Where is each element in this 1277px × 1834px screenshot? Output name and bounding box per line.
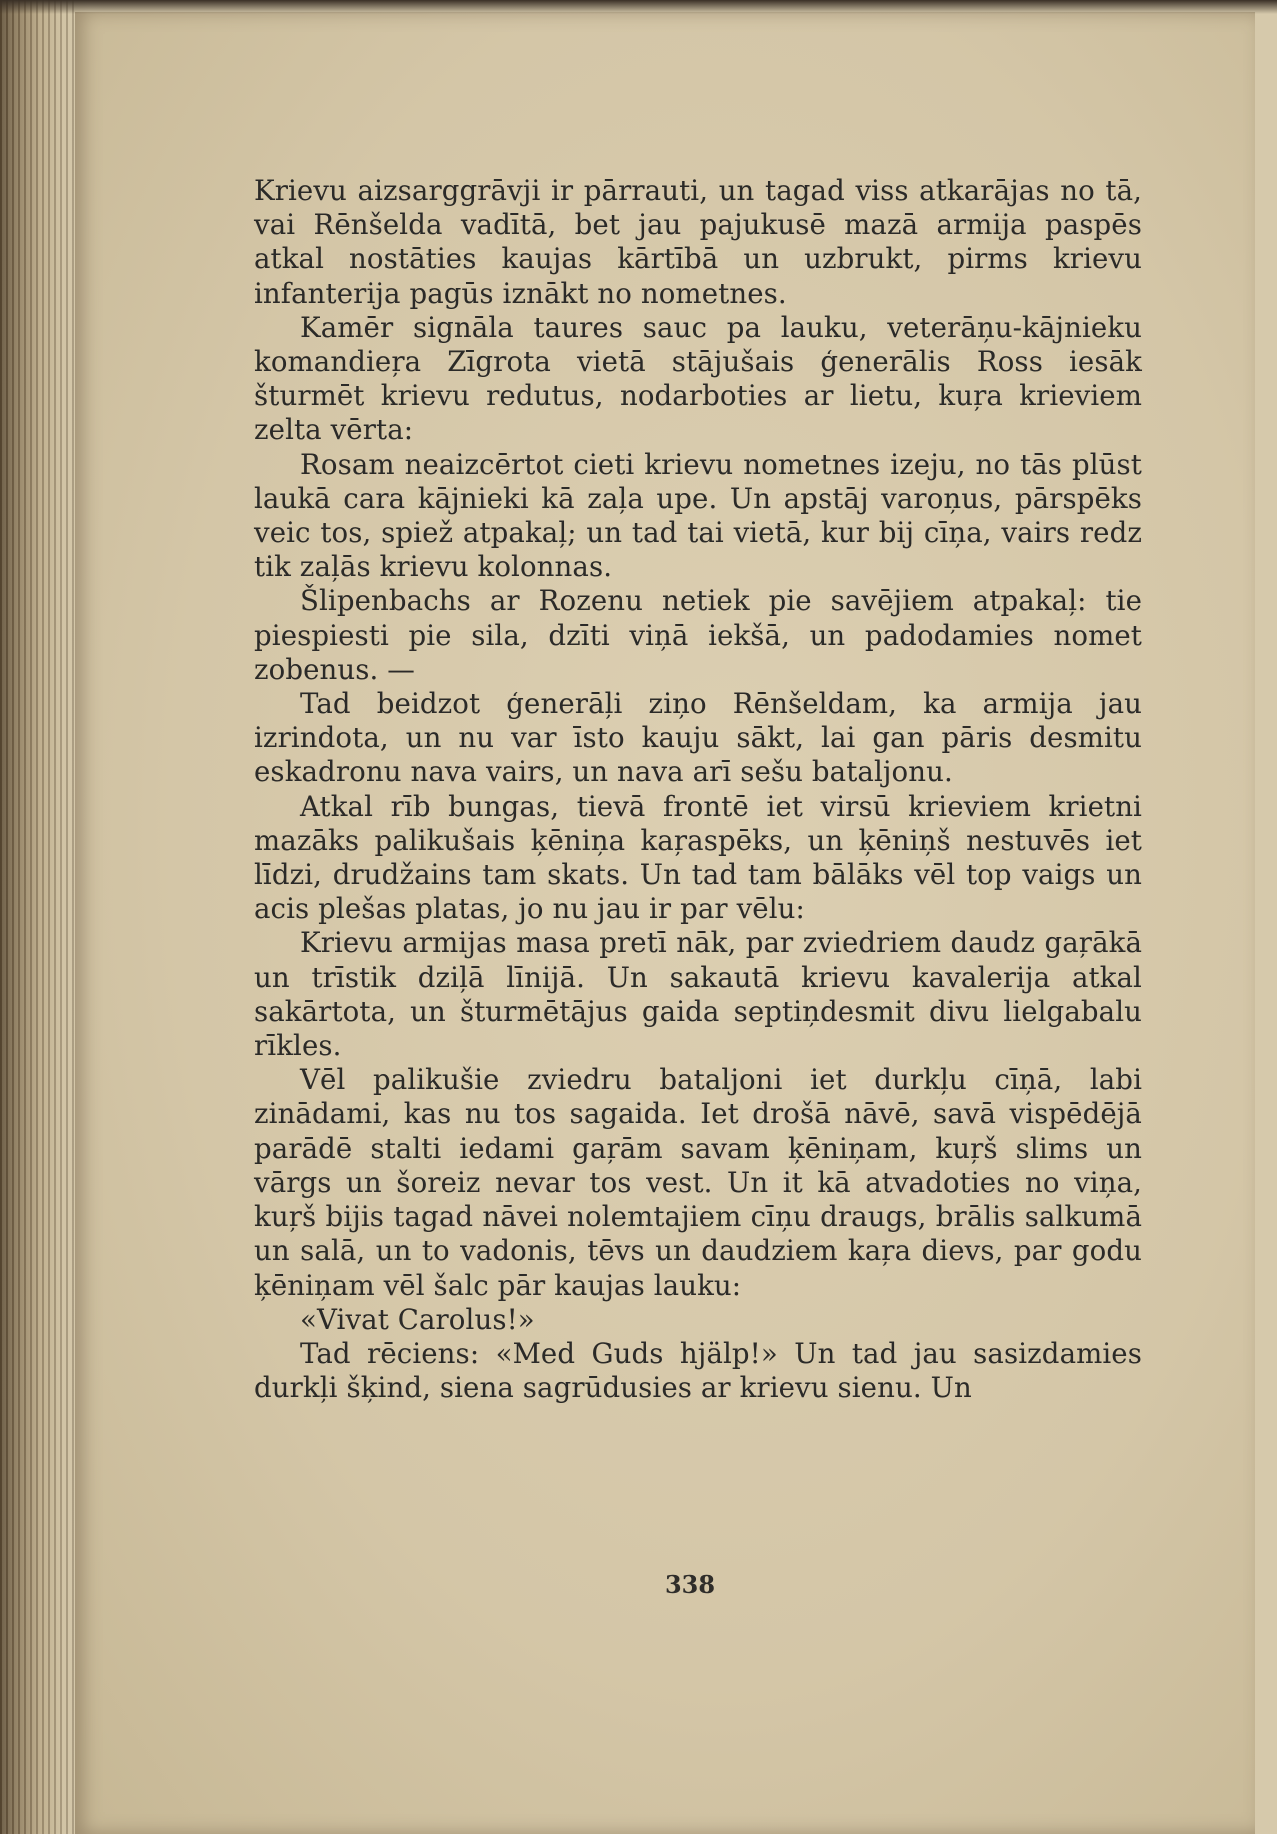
body-text [254,174,1142,1405]
paragraph-1: Krievu aizsarggrāvji ir pārrauti, un tagad viss atkarājas no tā, vai Rēnšelda vadītā, bet jau pajukusē mazā armija paspēs atkal nostāties kaujas kārtībā un uzbrukt, pirms krievu infanterija pagūs iznākt no nometnes. [254,174,1142,310]
paragraph-9: «Vivat Carolus!» [300,1302,535,1336]
paragraph-8: Vēl palikušie zviedru bataljoni iet durkļu cīņā, labi zinādami, kas nu tos sagaida. Iet drošā nāvē, savā vispēdējā parādē stalti iedami gaŗām savam ķēniņam, kuŗš slims un vārgs un šoreiz nevar tos vest. Un it kā atvadoties no viņa, kuŗš bijis tagad nāvei nolemtajiem cīņu draugs, brālis salkumā un salā, un to vadonis, tēvs un daudziem kaŗa dievs, par godu ķēniņam vēl šalc pār kaujas lauku: [254,1063,1142,1302]
page-edges [0,0,75,1834]
paragraph-5: Tad beidzot ģenerāļi ziņo Rēnšeldam, ka armija jau izrindota, un nu var īsto kauju sākt, lai gan pāris desmitu eskadronu nava vairs, un nava arī sešu bataljonu. [254,687,1142,789]
paragraph-4: Šlipenbachs ar Rozenu netiek pie savējiem atpakaļ: tie piespiesti pie sila, dzīti viņā iekšā, un padodamies nomet zobenus. — [254,584,1142,686]
paragraph-3: Rosam neaizcērtot cieti krievu nometnes izeju, no tās plūst laukā cara kājnieki kā zaļa upe. Un apstāj varoņus, pārspēks veic tos, spiež atpakaļ; un tad tai vietā, kur bij cīņa, vairs redz tik zaļās krievu kolonnas. [254,447,1142,584]
paragraph-2: Kamēr signāla taures sauc pa lauku, veterāņu-kājnieku komandieŗa Zīgrota vietā stājušais ģenerālis Ross iesāk šturmēt krievu redutus, nodarboties ar lietu, kuŗa krieviem zelta vērta: [254,310,1142,447]
page-number: 338 [664,1570,716,1599]
top-shadow [0,0,1277,14]
paragraph-10: Tad rēciens: «Med Guds hjälp!» Un tad jau sasizdamies durkļi šķind, siena sagrūdusies ar krievu sienu. Un [254,1336,1142,1405]
paragraph-7: Krievu armijas masa pretī nāk, par zviedriem daudz gaŗākā un trīstik dziļā līnijā. Un sakautā krievu kavalerija atkal sakārtota, un šturmētājus gaida septiņdesmit divu lielgabalu rīkles. [254,926,1142,1063]
paragraph-6: Atkal rīb bungas, tievā frontē iet virsū krieviem krietni mazāks palikušais ķēniņa kaŗaspēks, un ķēniņš nestuvēs iet līdzi, drudžains tam skats. Un tad tam bālāks vēl top vaigs un acis plešas platas, jo nu jau ir par vēlu: [254,789,1142,926]
